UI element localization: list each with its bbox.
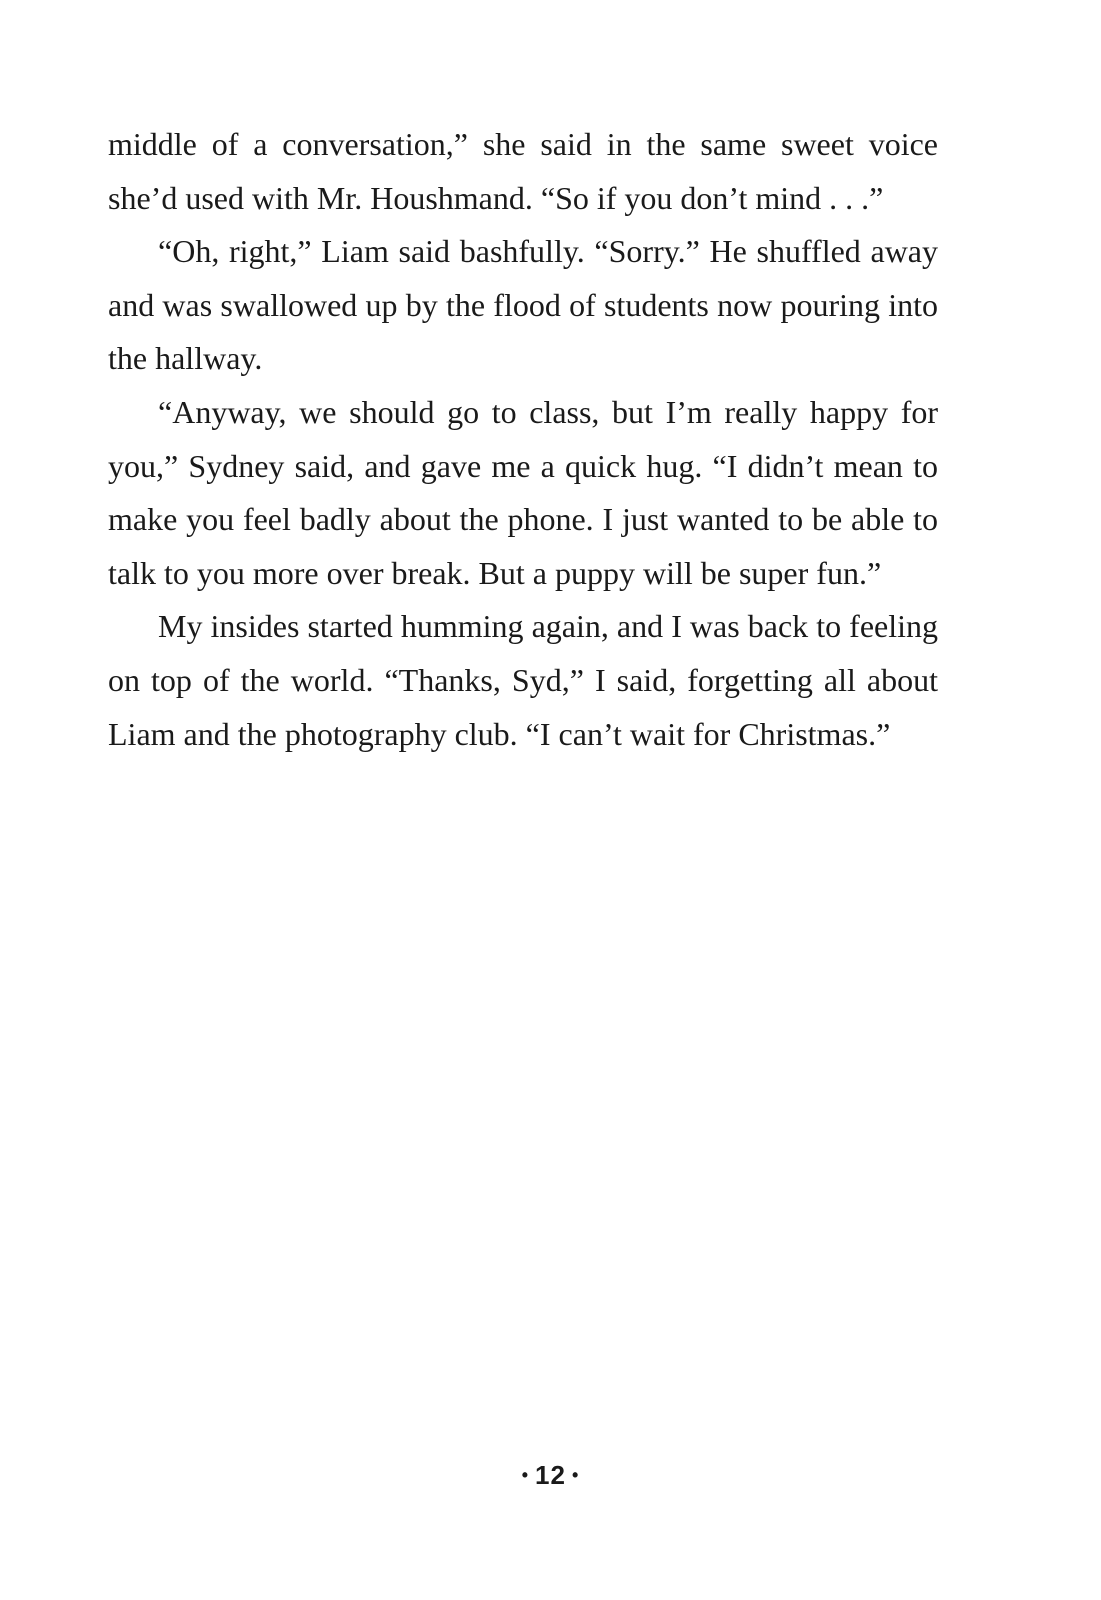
- page-number-left-dot: •: [521, 1464, 530, 1485]
- paragraph-2: “Oh, right,” Liam said bashfully. “Sorry.” He shuffled away and was swallowed up by the flood of students now pouring into the hallway.: [108, 233, 938, 377]
- body-text: [108, 118, 938, 761]
- page-number-value: 12: [535, 1460, 566, 1490]
- page-number: [0, 1460, 1101, 1491]
- paragraph-1: middle of a conversation,” she said in the same sweet voice she’d used with Mr. Houshmand. “So if you don’t mind . . .”: [108, 126, 938, 216]
- paragraph-3: “Anyway, we should go to class, but I’m really happy for you,” Sydney said, and gave me a quick hug. “I didn’t mean to make you feel badly about the phone. I just wanted to be able to talk to you more over break. But a puppy will be super fun.”: [108, 393, 938, 591]
- paragraph-4: My insides started humming again, and I was back to feeling on top of the world. “Thanks, Syd,” I said, forgetting all about Liam and the photography club. “I can’t wait for Christmas.”: [108, 608, 938, 752]
- page-number-right-dot: •: [571, 1464, 580, 1485]
